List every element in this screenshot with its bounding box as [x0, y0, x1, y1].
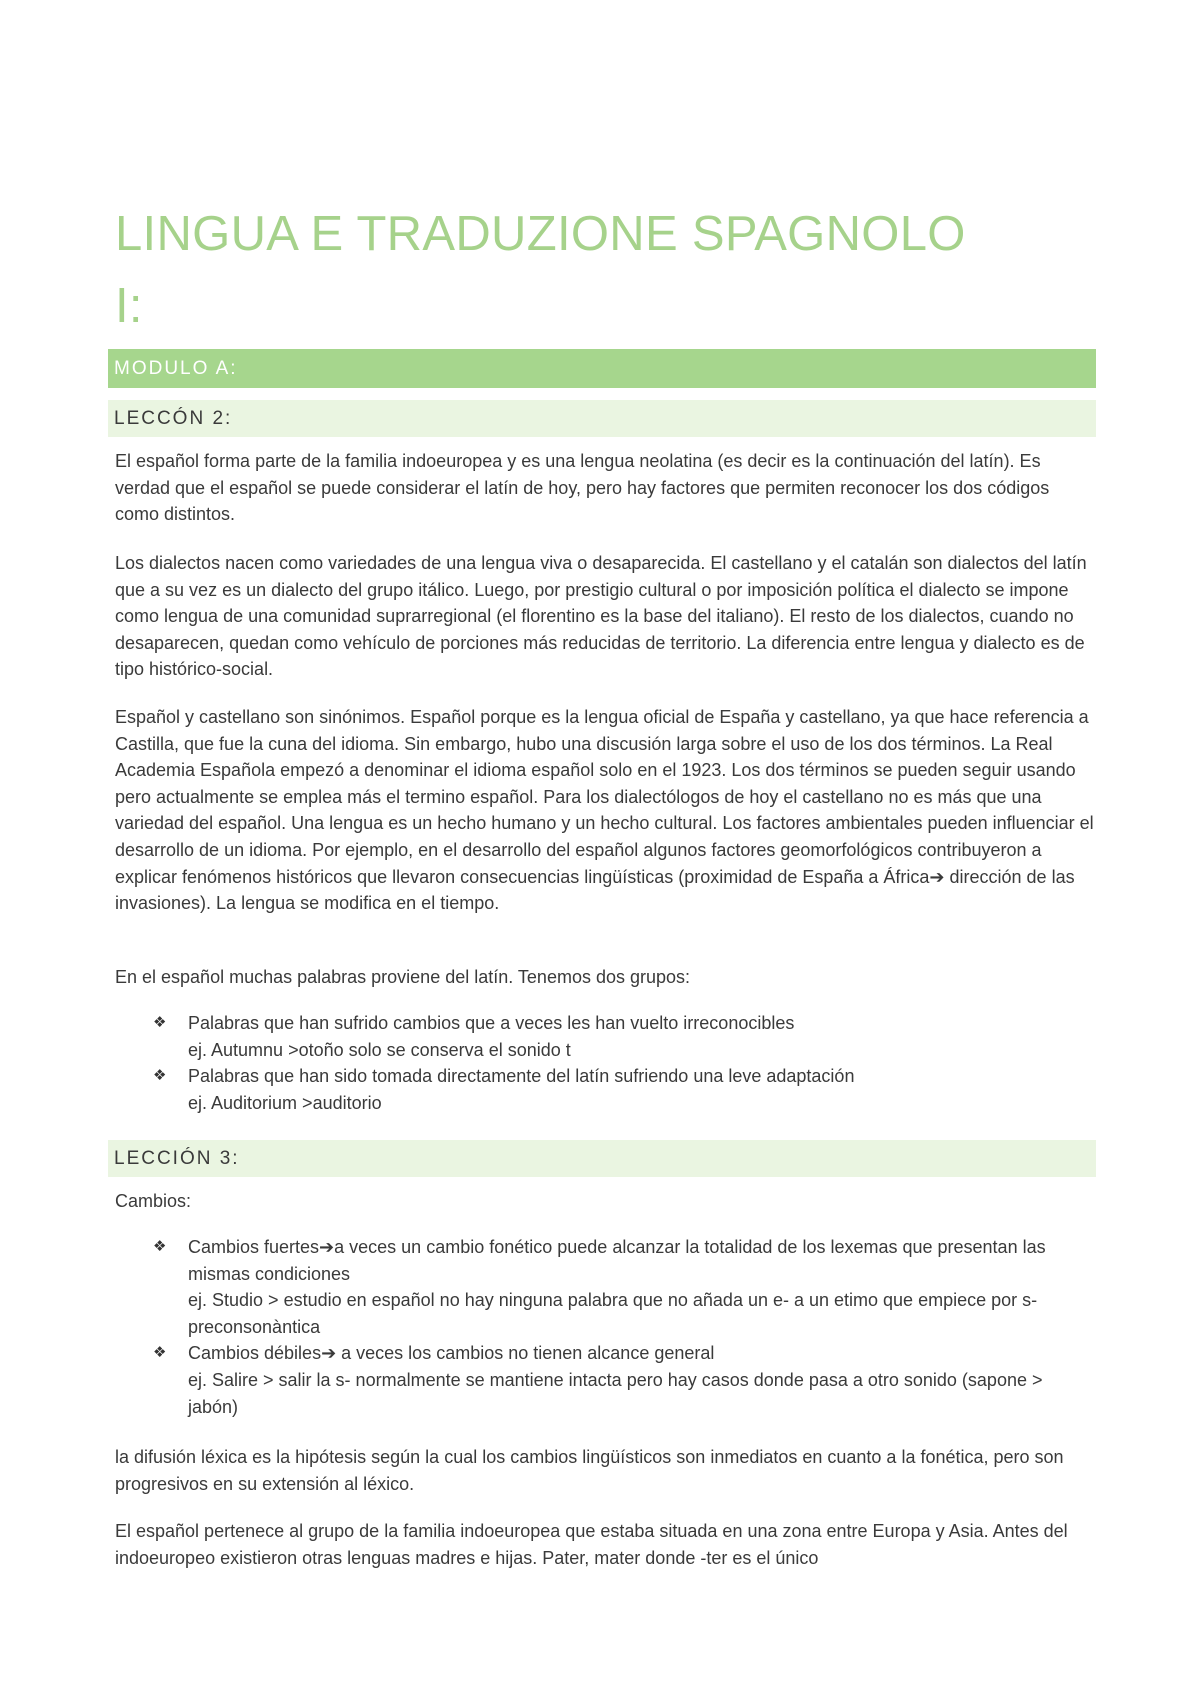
diamond-bullet-icon: ❖ — [153, 1014, 167, 1031]
list-item-example: ej. Salire > salir la s- normalmente se mantiene intacta pero hay casos donde pasa a otro sonido (sapone > jabón) — [188, 1369, 1043, 1417]
list-item-example: ej. Studio > estudio en español no hay ninguna palabra que no añada un e- a un etimo que empiece por s- preconsonàntica — [188, 1290, 1038, 1337]
paragraph-text: El español pertenece al grupo de la familia indoeuropea que estaba situada en una zona entre Europa y Asia. Antes del indoeuropeo existieron otras lenguas madres e hijas. Pater, mater donde -ter es el único — [115, 1521, 1068, 1568]
diamond-bullet-icon: ❖ — [153, 1238, 167, 1255]
list-item-example: ej. Auditorium >auditorio — [188, 1092, 382, 1113]
document-title — [115, 198, 1075, 342]
lesson-2-paragraph-2 — [115, 550, 1095, 683]
list-item-text: Cambios débiles➔ a veces los cambios no tienen alcance general — [188, 1343, 715, 1364]
list-item-text: Palabras que han sido tomada directamente del latín sufriendo una leve adaptación — [188, 1066, 855, 1087]
title-line-2: I: — [115, 279, 143, 333]
list-item-example: ej. Autumnu >otoño solo se conserva el sonido t — [188, 1039, 571, 1060]
lesson-3-bullet-list — [115, 1234, 1095, 1420]
paragraph-text: El español forma parte de la familia indoeuropea y es una lengua neolatina (es decir es la continuación del latín). Es verdad que el español se puede considerar el latín de hoy, pero hay factores que permiten reconocer los dos códigos como distintos. — [115, 451, 1050, 525]
lesson-2-paragraph-4 — [115, 964, 1095, 991]
lesson-3-paragraph-2 — [115, 1518, 1095, 1571]
module-heading: MODULO A: — [108, 349, 1096, 388]
lesson-2-paragraph-1 — [115, 448, 1095, 528]
paragraph-text: Los dialectos nacen como variedades de una lengua viva o desaparecida. El castellano y el catalán son dialectos del latín que a su vez es un dialecto del grupo itálico. Luego, por prestigio cultural o por imposición política el dialecto se impone como lengua de una comunidad suprarregional (el florentino es la base del italiano). El resto de los dialectos, cuando no desaparecen, quedan como vehículo de porciones más reducidas de territorio. La diferencia entre lengua y dialecto es de tipo histórico-social. — [115, 553, 1087, 680]
list-item — [115, 1340, 1095, 1420]
paragraph-text: la difusión léxica es la hipótesis según la cual los cambios lingüísticos son inmediatos en cuanto a la fonética, pero son progresivos en su extensión al léxico. — [115, 1447, 1064, 1494]
list-item — [115, 1010, 1095, 1063]
lesson-3-heading: LECCIÓN 3: — [108, 1140, 1096, 1177]
list-item — [115, 1063, 1095, 1116]
diamond-bullet-icon: ❖ — [153, 1067, 167, 1085]
list-item-text: Palabras que han sufrido cambios que a veces les han vuelto irreconocibles — [188, 1013, 795, 1033]
lesson-3-paragraph-1 — [115, 1444, 1095, 1497]
list-item-text: Cambios fuertes➔a veces un cambio fonético puede alcanzar la totalidad de los lexemas que presentan las mismas condiciones — [188, 1237, 1046, 1284]
list-item — [115, 1234, 1095, 1340]
title-line-1: LINGUA E TRADUZIONE SPAGNOLO — [115, 207, 966, 261]
lesson-2-bullet-list — [115, 1010, 1095, 1116]
paragraph-text: Español y castellano son sinónimos. Español porque es la lengua oficial de España y castellano, ya que hace referencia a Castilla, que fue la cuna del idioma. Sin embargo, hubo una discusión larga sobre el uso de los dos términos. La Real Academia Española empezó a denominar el idioma español solo en el 1923. Los dos términos se pueden seguir usando pero actualmente se emplea más el termino español. Para los dialectólogos de hoy el castellano no es más que una variedad del español. Una lengua es un hecho humano y un hecho cultural. Los factores ambientales pueden influenciar el desarrollo de un idioma. Por ejemplo, en el desarrollo del español algunos factores geomorfológicos contribuyeron a explicar fenómenos históricos que llevaron consecuencias lingüísticas (proximidad de España a África➔ dirección de las invasiones). La lengua se modifica en el tiempo. — [115, 707, 1094, 914]
lesson-3-intro — [115, 1188, 1095, 1215]
diamond-bullet-icon: ❖ — [153, 1344, 167, 1362]
lesson-2-heading: LECCÓN 2: — [108, 400, 1096, 437]
lesson-2-paragraph-3 — [115, 704, 1095, 917]
paragraph-text: En el español muchas palabras proviene del latín. Tenemos dos grupos: — [115, 967, 691, 987]
paragraph-text: Cambios: — [115, 1191, 192, 1211]
